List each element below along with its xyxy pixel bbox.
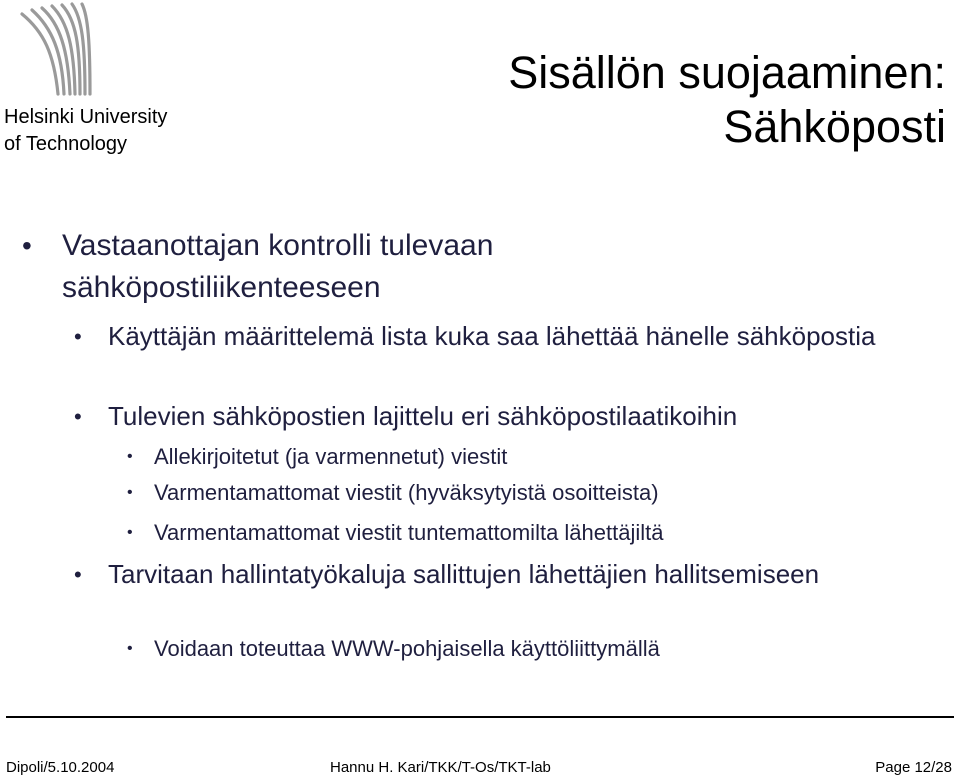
university-name-line2: of Technology xyxy=(4,133,128,155)
bullet-text: Varmentamattomat viestit tuntemattomilta lähettäjiltä xyxy=(154,520,664,545)
bullet-text: Käyttäjän määrittelemä lista kuka saa lähettää hänelle sähköpostia xyxy=(108,321,876,351)
bullet-dot-icon: • xyxy=(127,448,133,465)
bullet-item xyxy=(74,556,828,593)
bullet-text: Tulevien sähköpostien lajittelu eri sähköpostilaatikoihin xyxy=(108,401,738,431)
bullet-dot-icon: • xyxy=(74,404,82,429)
bullet-dot-icon: • xyxy=(127,484,133,501)
bullet-dot-icon: • xyxy=(22,230,32,261)
bullet-item xyxy=(74,398,928,435)
bullet-text: Voidaan toteuttaa WWW-pohjaisella käyttöliittymällä xyxy=(154,636,660,661)
bullet-item xyxy=(127,477,914,509)
footer-author: Hannu H. Kari/TKK/T-Os/TKT-lab xyxy=(330,759,551,776)
bullet-dot-icon: • xyxy=(127,524,133,541)
bullet-text: Tarvitaan hallintatyökaluja sallittujen lähettäjien hallitsemiseen xyxy=(108,559,820,589)
slide-title-line1: Sisällön suojaaminen: xyxy=(508,47,946,98)
footer-divider xyxy=(6,716,954,718)
bullet-dot-icon: • xyxy=(74,324,82,349)
slide-title-line2: Sähköposti xyxy=(723,101,946,152)
bullet-text: Vastaanottajan kontrolli tulevaan sähköpostiliikenteeseen xyxy=(62,229,494,304)
bullet-item xyxy=(127,517,914,549)
footer-page-number: Page 12/28 xyxy=(875,759,952,776)
bullet-item xyxy=(127,633,914,665)
bullet-dot-icon: • xyxy=(127,640,133,657)
bullet-text: Allekirjoitetut (ja varmennetut) viestit xyxy=(154,444,508,469)
bullet-item xyxy=(22,225,622,309)
bullet-text: Varmentamattomat viestit (hyväksytyistä osoitteista) xyxy=(154,480,659,505)
footer-date: Dipoli/5.10.2004 xyxy=(6,759,115,776)
university-name-line1: Helsinki University xyxy=(4,106,168,128)
bullet-item xyxy=(74,318,878,355)
bullet-dot-icon: • xyxy=(74,562,82,587)
bullet-item xyxy=(127,441,914,473)
